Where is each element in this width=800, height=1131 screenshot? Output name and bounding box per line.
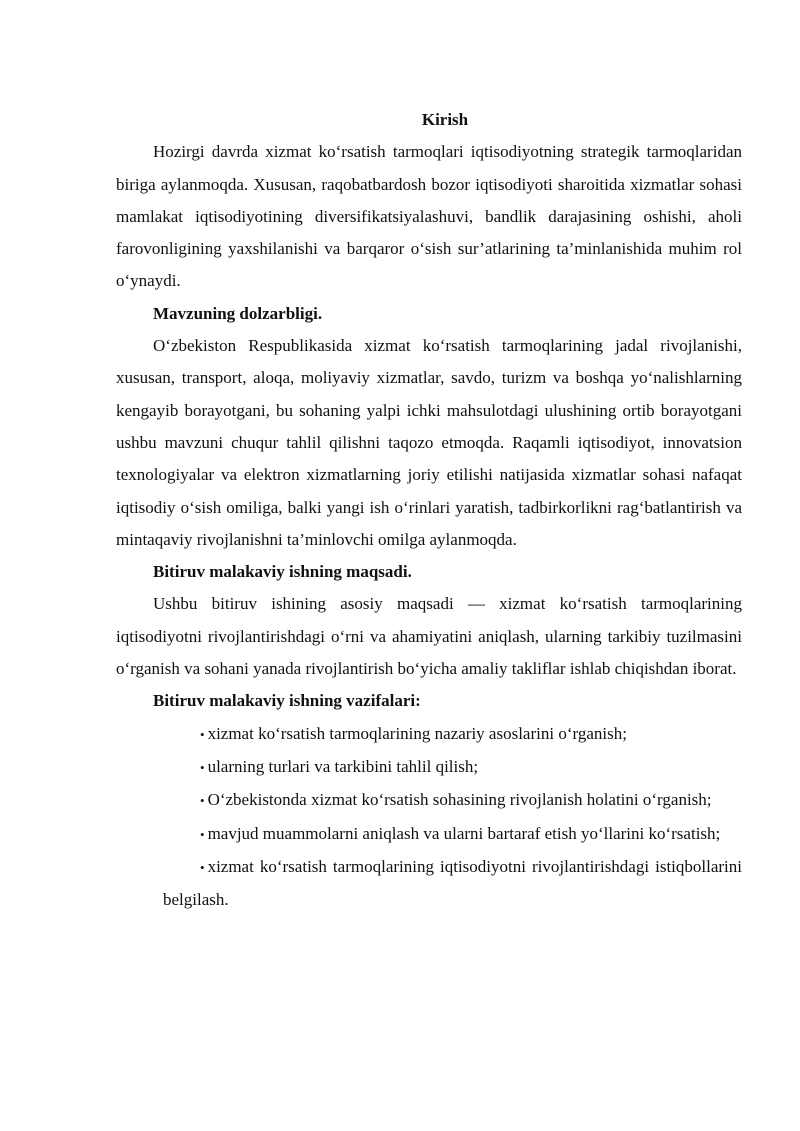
goal-paragraph: Ushbu bitiruv ishining asosiy maqsadi — xizmat ko‘rsatish tarmoqlarining iqtisodiyotni rivojlantirishdagi o‘rni va ahamiyatini aniqlash, ularning tarkibiy tuzilmasini o‘rganish va sohani yanada rivojlantirish bo‘yicha amaliy takliflar ishlab chiqishdan iborat. — [116, 594, 742, 679]
relevance-heading: Mavzuning dolzarbligi. — [153, 303, 323, 323]
goal-heading: Bitiruv malakaviy ishning maqsadi. — [153, 562, 412, 582]
tasks-list — [116, 718, 742, 917]
list-item — [116, 851, 742, 917]
document-title: Kirish — [421, 110, 469, 129]
task-text: ularning turlari va tarkibini tahlil qilish; — [207, 756, 479, 776]
intro-paragraph: Hozirgi davrda xizmat ko‘rsatish tarmoqlari iqtisodiyotning strategik tarmoqlaridan biriga aylanmoqda. Xususan, raqobatbardosh bozor iqtisodiyoti sharoitida xizmatlar sohasi mamlakat iqtisodiyotining diversifikatsiyalashuvi, bandlik darajasining oshishi, aholi farovonligining yaxshilanishi va barqaror o‘sish sur’atlarining ta’minlanishida muhim rol o‘ynaydi. — [116, 142, 742, 291]
bullet-icon: • — [200, 859, 205, 875]
list-item — [116, 751, 742, 784]
tasks-heading: Bitiruv malakaviy ishning vazifalari: — [153, 691, 421, 711]
task-text: mavjud muammolarni aniqlash va ularni bartaraf etish yo‘llarini ko‘rsatish; — [207, 823, 721, 843]
bullet-icon: • — [200, 826, 205, 842]
bullet-icon: • — [200, 726, 205, 742]
bullet-icon: • — [200, 793, 205, 809]
relevance-paragraph: O‘zbekiston Respublikasida xizmat ko‘rsatish tarmoqlarining jadal rivojlanishi, xususan, transport, aloqa, moliyaviy xizmatlar, savdo, turizm va boshqa yo‘nalishlarning kengayib borayotgani, bu sohaning yalpi ichki mahsulotdagi ulushining ortib borayotgani ushbu mavzuni chuqur tahlil qilishni taqozo etmoqda. Raqamli iqtisodiyot, innovatsion texnologiyalar va elektron xizmatlarning joriy etilishi natijasida xizmatlar sohasi nafaqat iqtisodiy o‘sish omiliga, balki yangi ish o‘rinlari yaratish, tadbirkorlikni rag‘batlantirish va mintaqaviy rivojlanishni ta’minlovchi omilga aylanmoqda. — [116, 336, 742, 549]
list-item — [116, 718, 742, 751]
task-text: O‘zbekistonda xizmat ko‘rsatish sohasining rivojlanish holatini o‘rganish; — [207, 790, 712, 810]
document-page — [116, 104, 742, 916]
list-item — [116, 818, 742, 851]
bullet-icon: • — [200, 759, 205, 775]
task-text: xizmat ko‘rsatish tarmoqlarining iqtisodiyotni rivojlantirishdagi istiqbollarini belgilash. — [163, 856, 742, 910]
list-item — [116, 784, 742, 817]
task-text: xizmat ko‘rsatish tarmoqlarining nazariy asoslarini o‘rganish; — [207, 723, 627, 743]
